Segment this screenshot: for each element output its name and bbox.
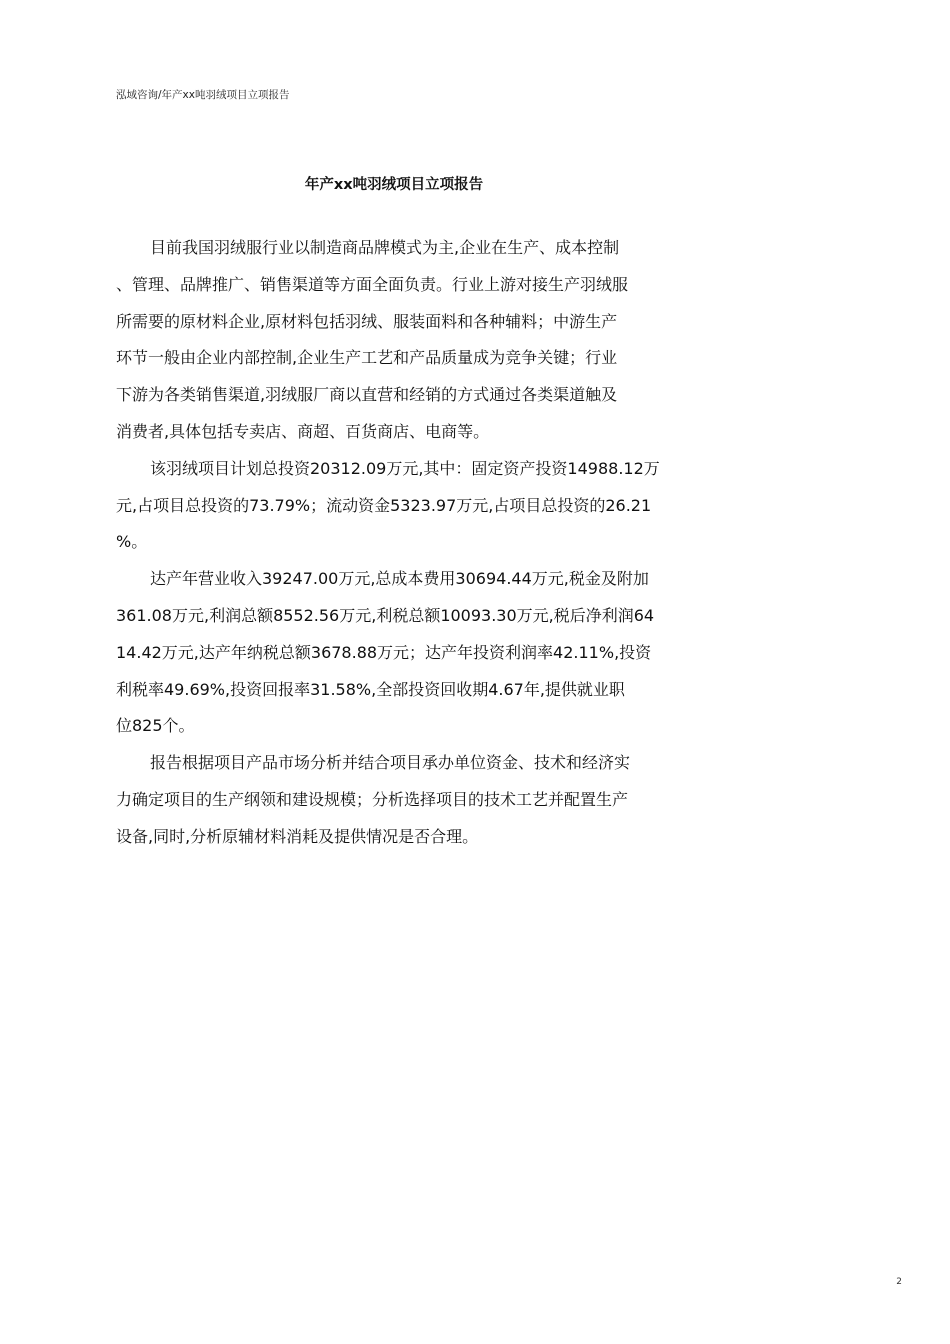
document-title: 年产xx吨羽绒项目立项报告 (304, 177, 484, 193)
text-line: 达产年营业收入39247.00万元,总成本费用30694.44万元,税金及附加 (150, 569, 649, 589)
document-body (116, 230, 696, 856)
text-line: 361.08万元,利润总额8552.56万元,利税总额10093.30万元,税后净利润64 (116, 605, 655, 625)
text-line: 目前我国羽绒服行业以制造商品牌模式为主,企业在生产、成本控制 (150, 238, 620, 257)
text-line: 元,占项目总投资的73.79%；流动资金5323.97万元,占项目总投资的26.21 (116, 495, 652, 515)
paragraph-report-scope (116, 745, 696, 855)
paragraph-investment (116, 451, 696, 561)
text-line: 下游为各类销售渠道,羽绒服厂商以直营和经销的方式通过各类渠道触及 (116, 385, 618, 405)
text-line: 力确定项目的生产纲领和建设规模；分析选择项目的技术工艺并配置生产 (116, 789, 629, 809)
text-line: 消费者,具体包括专卖店、商超、百货商店、电商等。 (116, 421, 490, 441)
text-line: %。 (116, 532, 148, 552)
page-number: 2 (896, 1277, 902, 1287)
text-line: 位825个。 (116, 716, 195, 736)
text-line: 报告根据项目产品市场分析并结合项目承办单位资金、技术和经济实 (150, 753, 631, 773)
text-line: 设备,同时,分析原辅材料消耗及提供情况是否合理。 (116, 826, 479, 846)
text-line: 环节一般由企业内部控制,企业生产工艺和产品质量成为竞争关键；行业 (116, 348, 618, 368)
running-header: 泓域咨询/年产xx吨羽绒项目立项报告 (116, 89, 290, 101)
text-line: 该羽绒项目计划总投资20312.09万元,其中：固定资产投资14988.12万 (150, 458, 660, 478)
text-line: 、管理、品牌推广、销售渠道等方面全面负责。行业上游对接生产羽绒服 (116, 274, 629, 294)
paragraph-revenue (116, 561, 696, 745)
paragraph-industry-overview (116, 230, 696, 451)
text-line: 所需要的原材料企业,原材料包括羽绒、服装面料和各种辅料；中游生产 (116, 311, 618, 331)
text-line: 利税率49.69%,投资回报率31.58%,全部投资回收期4.67年,提供就业职 (116, 679, 625, 699)
text-line: 14.42万元,达产年纳税总额3678.88万元；达产年投资利润率42.11%,投资 (116, 642, 652, 662)
